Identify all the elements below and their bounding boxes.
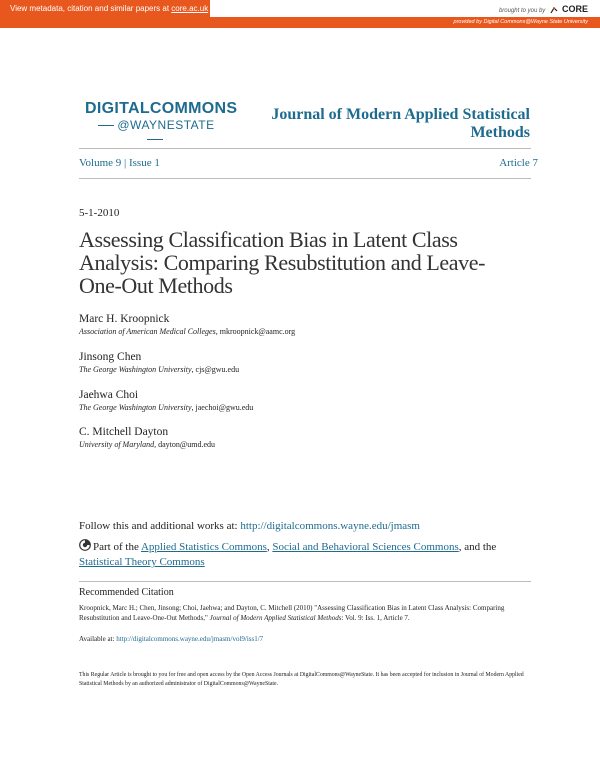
- author-email: , mkroopnick@aamc.org: [215, 327, 296, 336]
- logo-line1: DIGITALCOMMONS: [85, 100, 238, 117]
- recommended-citation-heading: Recommended Citation: [79, 587, 174, 598]
- author-block: [79, 312, 519, 338]
- journal-title[interactable]: Journal of Modern Applied Statistical Methods: [271, 106, 530, 141]
- author-block: [79, 388, 519, 414]
- author-name: Jinsong Chen: [79, 351, 142, 363]
- core-brand[interactable]: CORE: [561, 4, 588, 14]
- brought-by-text: brought to you by: [498, 8, 546, 14]
- author-name: Marc H. Kroopnick: [79, 313, 170, 325]
- author-email: , cjs@gwu.edu: [191, 365, 240, 374]
- part-of-text: Part of the: [93, 541, 141, 553]
- follow-url-link[interactable]: http://digitalcommons.wayne.edu/jmasm: [240, 520, 420, 532]
- statistical-theory-commons-link[interactable]: Statistical Theory Commons: [79, 556, 205, 568]
- core-provided-by: [0, 17, 600, 28]
- author-name: C. Mitchell Dayton: [79, 426, 169, 438]
- digital-commons-logo[interactable]: [85, 100, 238, 146]
- author-institution: University of Maryland: [79, 440, 155, 449]
- separator-2: , and the: [458, 541, 497, 553]
- citation-part1: Kroopnick, Marc H.; Chen, Jinsong; Choi, Jaehwa; and Dayton, C. Mitchell (2010) "Assessing Classification Bias in Latent Class Analysis: Comparing Resubstitution and Leave-One-Out Methods,": [79, 604, 505, 622]
- applied-statistics-commons-link[interactable]: Applied Statistics Commons: [140, 541, 267, 553]
- available-at-text: Available at:: [79, 635, 117, 643]
- author-institution: The George Washington University: [79, 403, 192, 412]
- header-rule-bottom: [79, 178, 531, 179]
- volume-line: [79, 157, 538, 171]
- logo-line2-text: @WAYNESTATE: [117, 118, 215, 132]
- follow-line: [79, 520, 539, 532]
- available-at-line: [79, 635, 263, 643]
- citation-journal: Journal of Modern Applied Statistical Methods: [209, 614, 342, 622]
- logo-dash-left: [98, 125, 114, 126]
- author-block: [79, 425, 519, 451]
- publication-date: 5-1-2010: [79, 207, 120, 219]
- article-number-link[interactable]: Article 7: [499, 157, 538, 169]
- social-behavioral-commons-link[interactable]: Social and Behavioral Sciences Commons: [272, 541, 459, 553]
- footer-note: This Regular Article is brought to you for free and open access by the Open Access Journals at DigitalCommons@WayneState. It has been accepted for inclusion in Journal of Modern Applied Statistical Methods by an authorized administrator of DigitalCommons@WayneState.: [79, 672, 524, 687]
- article-url-link[interactable]: http://digitalcommons.wayne.edu/jmasm/vol9/iss1/7: [116, 635, 264, 643]
- author-affiliation: [79, 439, 519, 451]
- core-brought-by: [499, 2, 588, 16]
- citation-rule: [79, 581, 531, 582]
- author-institution: The George Washington University: [79, 365, 192, 374]
- author-institution: Association of American Medical Colleges: [79, 327, 216, 336]
- part-of-line: [79, 539, 539, 570]
- share-icon: [79, 539, 91, 551]
- author-affiliation: [79, 364, 519, 376]
- core-link-prefix: View metadata, citation and similar papers at: [10, 4, 172, 13]
- header-rule-top: [79, 148, 531, 149]
- author-name: Jaehwa Choi: [79, 389, 139, 401]
- author-email: , dayton@umd.edu: [154, 440, 216, 449]
- core-metadata-link[interactable]: [0, 0, 210, 17]
- author-block: [79, 350, 519, 376]
- provided-by-text: provided by Digital Commons@Wayne State University: [453, 19, 588, 25]
- citation-text: [79, 603, 524, 623]
- logo-dash-right: [147, 139, 163, 140]
- article-title: Assessing Classification Bias in Latent Class Analysis: Comparing Resubstitution and Leave-One-Out Methods: [79, 227, 486, 298]
- author-email: , jaechoi@gwu.edu: [191, 403, 254, 412]
- volume-issue-link[interactable]: Volume 9 | Issue 1: [79, 157, 160, 169]
- core-logo-icon: [549, 5, 559, 15]
- follow-text: Follow this and additional works at:: [79, 520, 241, 532]
- core-banner: [0, 0, 600, 28]
- logo-line2: [85, 118, 225, 146]
- separator-1: ,: [266, 541, 273, 553]
- author-affiliation: [79, 402, 519, 414]
- core-link-site[interactable]: core.ac.uk: [171, 4, 209, 13]
- citation-part2: : Vol. 9: Iss. 1, Article 7.: [341, 614, 410, 622]
- author-affiliation: [79, 326, 519, 338]
